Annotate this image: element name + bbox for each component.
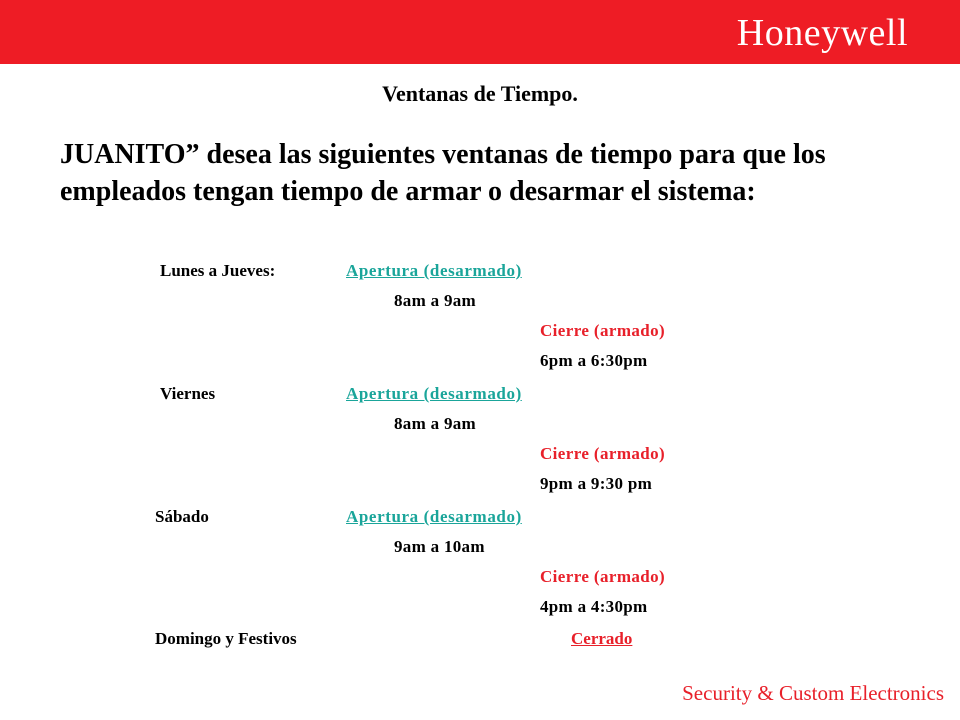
closing-time-mon-thu: 6pm a 6:30pm [540,351,648,370]
day-label-fri: Viernes [160,384,216,403]
closed-link-sun[interactable]: Cerrado [571,629,633,648]
intro-paragraph: JUANITO” desea las siguientes ventanas de tiempo para que los empleados tengan tiempo de armar o desarmar el sistema: [60,139,826,207]
closing-time-sat: 4pm a 4:30pm [540,597,648,616]
slide-title: Ventanas de Tiempo. [382,81,578,106]
opening-time-sat: 9am a 10am [394,537,485,556]
opening-time-mon-thu: 8am a 9am [394,291,477,310]
brand-logo: Honeywell [736,12,908,54]
closing-label-mon-thu: Cierre (armado) [540,321,666,340]
opening-time-fri: 8am a 9am [394,414,477,433]
opening-link-sat[interactable]: Apertura (desarmado) [346,507,522,526]
closing-label-fri: Cierre (armado) [540,444,666,463]
opening-link-mon-thu[interactable]: Apertura (desarmado) [346,261,522,280]
day-label-sun: Domingo y Festivos [155,629,297,648]
day-label-mon-thu: Lunes a Jueves: [160,261,276,280]
footer-tagline: Security & Custom Electronics [682,681,944,705]
opening-link-fri[interactable]: Apertura (desarmado) [346,384,522,403]
closing-time-fri: 9pm a 9:30 pm [540,474,653,493]
day-label-sat: Sábado [155,507,209,526]
closing-label-sat: Cierre (armado) [540,567,666,586]
